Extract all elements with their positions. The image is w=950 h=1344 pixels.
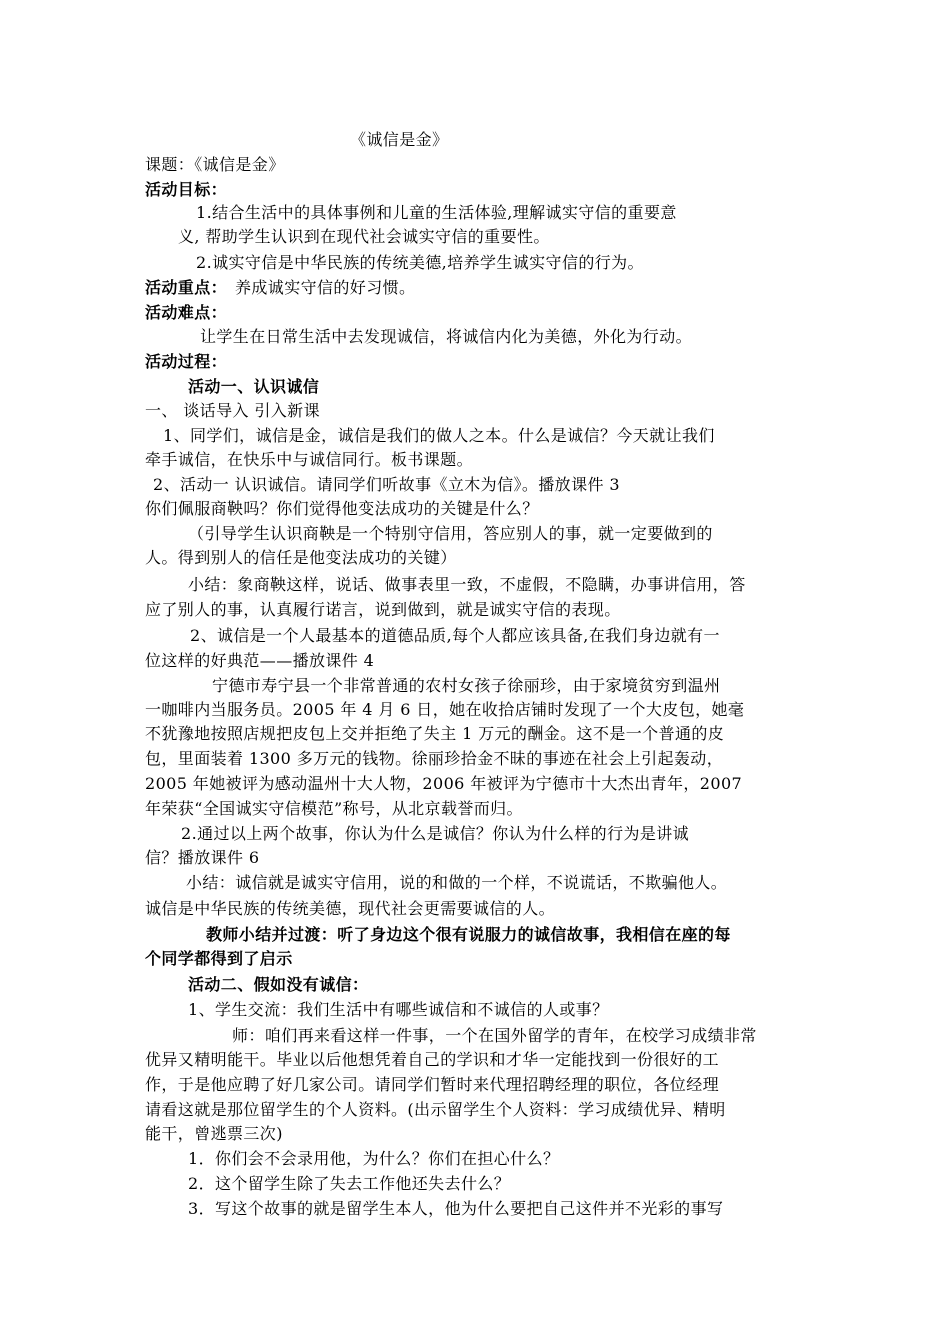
difficulty-text: 让学生在日常生活中去发现诚信，将诚信内化为美德，外化为行动。 bbox=[200, 327, 693, 346]
topic-line: 课题：《诚信是金》 bbox=[145, 155, 285, 174]
paragraph-line: 一咖啡内当服务员。2005 年 4 月 6 日，她在收拾店铺时发现了一个大皮包，她毫 bbox=[145, 700, 745, 719]
paragraph-line: 小结：诚信就是诚实守信用，说的和做的一个样，不说谎话，不欺骗他人。 bbox=[186, 873, 728, 892]
paragraph-line: 2、诚信是一个人最基本的道德品质,每个人都应该具备,在我们身边就有一 bbox=[190, 626, 720, 645]
teacher-summary: 教师小结并过渡：听了身边这个很有说服力的诚信故事，我相信在座的每 bbox=[206, 925, 731, 944]
paragraph-line: 位这样的好典范——播放课件 4 bbox=[145, 651, 375, 670]
paragraph-line: 信？播放课件 6 bbox=[145, 848, 260, 867]
section-heading-goals: 活动目标： bbox=[145, 180, 228, 199]
paragraph-line: 2、活动一 认识诚信。请同学们听故事《立木为信》。播放课件 3 bbox=[153, 475, 620, 494]
paragraph-line: （引导学生认识商鞅是一个特别守信用，答应别人的事，就一定要做到的 bbox=[188, 524, 713, 543]
paragraph-line: 不犹豫地按照店规把皮包上交并拒绝了失主 1 万元的酬金。这不是一个普通的皮 bbox=[145, 724, 725, 743]
goal-item-2: 2.诚实守信是中华民族的传统美德,培养学生诚实守信的行为。 bbox=[196, 253, 644, 272]
paragraph-line: 小结：象商鞅这样，说话、做事表里一致，不虚假，不隐瞒，办事讲信用，答 bbox=[188, 575, 746, 594]
paragraph-line: 年荣获“全国诚实守信模范”称号，从北京载誉而归。 bbox=[145, 799, 523, 818]
paragraph-line: 牵手诚信，在快乐中与诚信同行。板书课题。 bbox=[145, 450, 474, 469]
paragraph-line: 能干，曾逃票三次) bbox=[145, 1124, 283, 1143]
paragraph-line: 请看这就是那位留学生的个人资料。(出示留学生个人资料：学习成绩优异、精明 bbox=[145, 1100, 726, 1119]
question-item: 3．写这个故事的就是留学生本人，他为什么要把自己这件并不光彩的事写 bbox=[188, 1199, 724, 1218]
paragraph-line: 宁德市寿宁县一个非常普通的农村女孩子徐丽珍，由于家境贫穷到温州 bbox=[212, 676, 721, 695]
paragraph-line: 2005 年她被评为感动温州十大人物，2006 年被评为宁德市十大杰出青年，2007 bbox=[145, 774, 743, 793]
paragraph-line: 1、学生交流：我们生活中有哪些诚信和不诚信的人或事？ bbox=[188, 1000, 609, 1019]
section-heading-focus: 活动重点： bbox=[145, 278, 228, 297]
document-title: 《诚信是金》 bbox=[350, 130, 449, 149]
step-intro: 一、 谈话导入 引入新课 bbox=[145, 401, 320, 420]
section-heading-process: 活动过程： bbox=[145, 352, 228, 371]
section-heading-difficulty: 活动难点： bbox=[145, 303, 228, 322]
goal-item-1: 1.结合生活中的具体事例和儿童的生活体验,理解诚实守信的重要意 bbox=[196, 203, 677, 222]
paragraph-line: 包，里面装着 1300 多万元的钱物。徐丽珍拾金不昧的事迹在社会上引起轰动， bbox=[145, 749, 724, 768]
paragraph-line: 诚信是中华民族的传统美德，现代社会更需要诚信的人。 bbox=[145, 899, 556, 918]
paragraph-line: 应了别人的事，认真履行诺言，说到做到，就是诚实守信的表现。 bbox=[145, 600, 621, 619]
paragraph-line: 你们佩服商鞅吗？你们觉得他变法成功的关键是什么？ bbox=[145, 499, 539, 518]
paragraph-line: 优异又精明能干。毕业以后他想凭着自己的学识和才华一定能找到一份很好的工 bbox=[145, 1050, 720, 1069]
focus-text: 养成诚实守信的好习惯。 bbox=[235, 278, 416, 297]
activity-two-heading: 活动二、假如没有诚信： bbox=[188, 975, 369, 994]
activity-one-heading: 活动一、认识诚信 bbox=[188, 377, 320, 396]
paragraph-line: 1、同学们，诚信是金，诚信是我们的做人之本。什么是诚信？今天就让我们 bbox=[163, 426, 715, 445]
teacher-summary-cont: 个同学都得到了启示 bbox=[145, 949, 293, 968]
paragraph-line: 师：咱们再来看这样一件事，一个在国外留学的青年，在校学习成绩非常 bbox=[232, 1026, 757, 1045]
question-item: 2．这个留学生除了失去工作他还失去什么？ bbox=[188, 1174, 511, 1193]
goal-item-1-cont: 义, 帮助学生认识到在现代社会诚实守信的重要性。 bbox=[178, 227, 550, 246]
paragraph-line: 作，于是他应聘了好几家公司。请同学们暂时来代理招聘经理的职位，各位经理 bbox=[145, 1075, 720, 1094]
question-item: 1．你们会不会录用他，为什么？你们在担心什么？ bbox=[188, 1149, 560, 1168]
paragraph-line: 2.通过以上两个故事，你认为什么是诚信？你认为什么样的行为是讲诚 bbox=[181, 824, 690, 843]
paragraph-line: 人。得到别人的信任是他变法成功的关键） bbox=[145, 548, 457, 567]
